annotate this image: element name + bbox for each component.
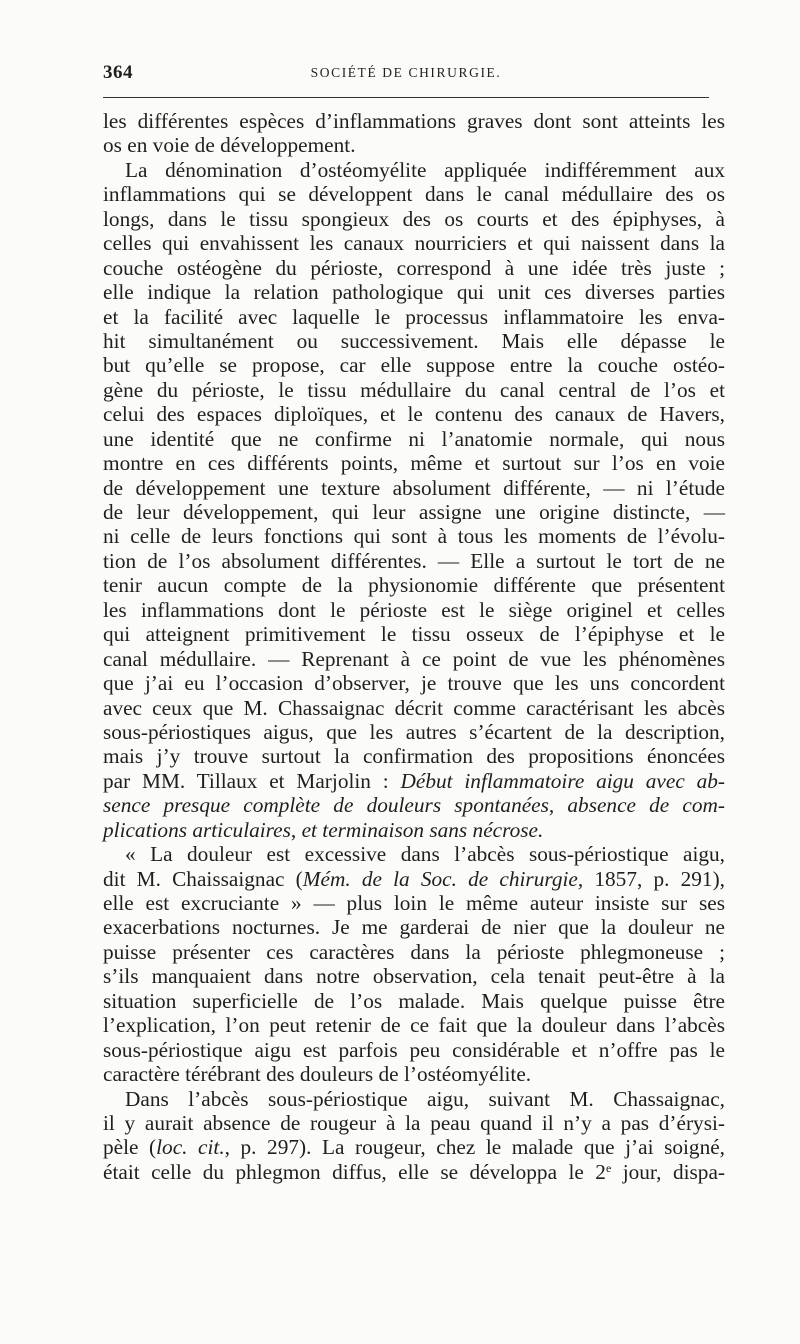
text-line: « La douleur est excessive dans l’abcès sous-périostique aigu, bbox=[125, 842, 725, 867]
text-line: ni celle de leurs fonctions qui sont à tous les moments de l’évolu- bbox=[103, 524, 725, 549]
text-line bbox=[103, 1160, 725, 1184]
text-run: , bbox=[290, 817, 302, 842]
text-line: gène du périoste, le tissu médullaire du canal central de l’os et bbox=[103, 377, 725, 402]
text-line: montre en ces différents points, même et surtout sur l’os en voie bbox=[103, 451, 725, 476]
text-line: Dans l’abcès sous-périostique aigu, suivant M. Chassaignac, bbox=[125, 1086, 725, 1111]
text-line: les différentes espèces d’inflammations graves dont sont atteints les bbox=[103, 109, 725, 133]
text-line: de développement une texture absolument différente, — ni l’étude bbox=[103, 475, 725, 500]
text-line: mais j’y trouve surtout la confirmation des propositions énoncées bbox=[103, 744, 725, 769]
text-line: tenir aucun compte de la physionomie différente que présentent bbox=[103, 573, 725, 598]
text-line bbox=[103, 793, 725, 817]
text-run: , p. 297). La rougeur, chez le malade que j’ai soigné, bbox=[224, 1135, 725, 1160]
text-line: elle est excruciante » — plus loin le même auteur insiste sur ses bbox=[103, 891, 725, 915]
text-run: jour, dispa- bbox=[611, 1159, 725, 1184]
header-rule bbox=[103, 97, 709, 98]
text-line: sous-périostiques aigus, que les autres s’écartent de la description, bbox=[103, 719, 725, 744]
text-line: elle indique la relation pathologique qui unit ces diverses parties bbox=[103, 280, 725, 305]
text-line: longs, dans le tissu spongieux des os courts et des épiphyses, à bbox=[103, 206, 725, 231]
superscript: e bbox=[605, 1160, 612, 1175]
italic-run: Début inflammatoire aigu avec ab- bbox=[400, 768, 725, 793]
text-line: tion de l’os absolument différentes. — Elle a surtout le tort de ne bbox=[103, 548, 725, 573]
text-run: 1857, p. 291), bbox=[583, 866, 725, 891]
text-run: par MM. Tillaux et Marjolin : bbox=[103, 768, 401, 793]
text-line bbox=[103, 818, 725, 842]
text-line: celles qui envahissent les canaux nourriciers et qui naissent dans la bbox=[103, 231, 725, 256]
text-line: s’ils manquaient dans notre observation, cela tenait peut-être à la bbox=[103, 964, 725, 989]
text-run: était celle du phlegmon diffus, elle se développa le 2 bbox=[103, 1159, 606, 1184]
body-text bbox=[103, 109, 725, 1184]
text-line: l’explication, l’on peut retenir de ce fait que la douleur dans l’abcès bbox=[103, 1013, 725, 1038]
text-line bbox=[103, 867, 725, 891]
text-line: de leur développement, qui leur assigne une origine distincte, — bbox=[103, 500, 725, 524]
text-line bbox=[103, 769, 725, 793]
text-line: les inflammations dont le périoste est le siège originel et celles bbox=[103, 597, 725, 622]
text-line: que j’ai eu l’occasion d’observer, je trouve que les uns concordent bbox=[103, 671, 725, 696]
text-line: canal médullaire. — Reprenant à ce point de vue les phénomènes bbox=[103, 646, 725, 671]
text-line: et la facilité avec laquelle le processus inflammatoire les enva- bbox=[103, 304, 725, 329]
text-line: situation superficielle de l’os malade. Mais quelque puisse être bbox=[103, 988, 725, 1013]
running-head bbox=[103, 62, 709, 88]
text-line: os en voie de développement. bbox=[103, 133, 356, 158]
italic-run: loc. cit. bbox=[156, 1135, 225, 1160]
text-line bbox=[103, 1135, 725, 1159]
text-line: qui atteignent primitivement le tissu osseux de l’épiphyse et le bbox=[103, 622, 725, 647]
italic-run: sence presque complète de douleurs spontanées, absence de com- bbox=[103, 793, 725, 818]
text-line: exacerbations nocturnes. Je me garderai de nier que la douleur ne bbox=[103, 915, 725, 940]
italic-run: Mém. de la Soc. de chirurgie, bbox=[302, 866, 584, 891]
page-number: 364 bbox=[103, 62, 133, 83]
text-run: pèle ( bbox=[103, 1135, 157, 1160]
text-line: but qu’elle se propose, car elle suppose entre la couche ostéo- bbox=[103, 353, 725, 378]
text-line: celui des espaces diploïques, et le contenu des canaux de Havers, bbox=[103, 402, 725, 427]
text-line: hit simultanément ou successivement. Mais elle dépasse le bbox=[103, 328, 725, 353]
text-line: puisse présenter ces caractères dans la périoste phlegmoneuse ; bbox=[103, 939, 725, 964]
text-line: avec ceux que M. Chassaignac décrit comme caractérisant les abcès bbox=[103, 695, 725, 720]
text-line: sous-périostique aigu est parfois peu considérable et n’offre pas le bbox=[103, 1037, 725, 1062]
text-line: La dénomination d’ostéomyélite appliquée indifféremment aux bbox=[125, 157, 725, 182]
italic-run: plications articulaires bbox=[103, 817, 291, 842]
running-title: SOCIÉTÉ DE CHIRURGIE. bbox=[310, 65, 502, 80]
italic-run: et terminaison sans nécrose. bbox=[301, 817, 544, 842]
text-line: il y aurait absence de rougeur à la peau quand il n’y a pas d’érysi- bbox=[103, 1110, 725, 1135]
text-line: caractère térébrant des douleurs de l’ostéomyélite. bbox=[103, 1062, 532, 1087]
text-line: couche ostéogène du périoste, correspond à une idée très juste ; bbox=[103, 255, 725, 280]
text-run: dit M. Chaissaignac ( bbox=[103, 866, 303, 891]
text-line: inflammations qui se développent dans le canal médullaire des os bbox=[103, 182, 725, 207]
text-line: une identité que ne confirme ni l’anatomie normale, qui nous bbox=[103, 426, 725, 451]
